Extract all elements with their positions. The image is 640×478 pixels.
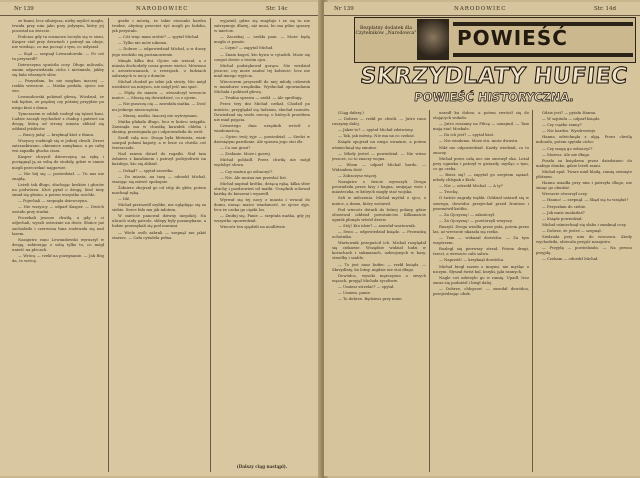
left-page-number: Nr 139 (14, 6, 34, 12)
paragraph: Dowódca, wysoki mężczyzna o siwych wąsach, przyjął Michała życzliwie. (332, 272, 426, 283)
paragraph: Rozległ się pierwszy strzał. Potem drugi, trzeci, a wreszcie cała salwa. (433, 246, 529, 257)
paragraph: Michał przeszedł szybko, nie oglądając się za siebie. Serce biło mu jak młotem. (112, 202, 206, 213)
paragraph: — Ksiądz powiedział. (542, 215, 583, 221)
paragraph: Nad ranem dotarł do rogatki. Stał tam żołnierz z karabinem i patrzył podejrzliwie na każdego, kto się zbliżał. (112, 151, 206, 167)
paragraph: — Zesłanie. Może i gorzej. (220, 151, 271, 157)
paragraph: Wartownik przepuścił ich. Michał rozglądał się ciekawie. Wszędzie widział ludzi w kożuchach i sukmanach, uzbrojonych w kosy, strzelby i szable. (332, 240, 426, 261)
paragraph: ze łzami, lecz silniejsza, niżby myśleć mogła, trwała przy nim jako przy jedynym, który jej pozostał na świecie. (12, 18, 104, 34)
paragraph: Michał napisał krótko, drżącą ręką, kilka słów otuchy i pozdrowień od matki. Urzędnik schował kartkę do kieszeni i wyszedł. (214, 180, 310, 196)
column-divider (108, 18, 109, 472)
paragraph: Wyrwał się tej nocy z miasta i wracał do domu, niosąc matce wiadomość, że ojciec żyje, lecz że czeka go ciężki los. (214, 197, 310, 213)
paragraph: Michał przez całą noc nie zmrużył oka. Leżał przy ognisku i patrzył w gwiazdy, myśląc o tym, co go czeka. (433, 155, 529, 171)
paragraph: — Nie. Ale można mu przesłać list. (220, 174, 288, 180)
left-column-1 (12, 18, 104, 474)
masthead-illustration (417, 19, 449, 60)
paragraph: — Ruscy jadą! — krzyknął ktoś z tłumu. (18, 131, 95, 137)
paragraph: Siedziała przy nim do wieczora. Kiedy wychodziła, obiecała przyjść nazajutrz. (536, 233, 632, 245)
right-page (324, 2, 640, 476)
paragraph: — Umiesz strzelać? — spytał. (338, 283, 395, 289)
left-page (0, 2, 322, 476)
paragraph: — Nie puszczę cię — zawołała matka. — Dość mi jednego nieszczęścia. (112, 101, 206, 112)
paragraph: Wszyscy rozbiegli się w jednej chwili. Drzwi zatrzaskiwano, okiennice zamykano, a po całej wsi zapadła głucha cisza. (12, 138, 104, 154)
paragraph: Szedł całą noc. Droga była błotnista, wiatr szarpał połami kapoty, a w lesie co chwila coś trzeszczało. (112, 134, 206, 151)
paragraph: Michał podziękował gorąco. Nie wiedział jeszcze, czy może zaufać tej kobiecie, lecz nie miał innego wyjścia. (214, 62, 310, 78)
paragraph: — Jak mnie znalazłaś? (542, 209, 585, 215)
paragraph: (Ciąg dalszy.) (338, 110, 364, 115)
paragraph: Michał spał. Twarz miał bladą, ramię owinięte płótnem. (536, 168, 632, 180)
left-column-2 (112, 18, 206, 466)
paragraph: — Umiem, panie. (338, 290, 372, 295)
paragraph: O świcie zagrały trąbki. Oddział ustawił się w szeregu, dowódca przejechał przed frontem i przemówił krótko. (433, 195, 529, 211)
left-page-paper-name: NARODOWIEC (136, 6, 189, 12)
paragraph: — Młody jesteś — powiedział. — Nie wiesz jeszcze, co to znaczy wojna. (332, 150, 426, 161)
left-page-header (0, 2, 322, 16)
paragraph: Nazajutrz rano Lewandowski wyruszył w drogę, zabierając z sobą tylko to, co mógł unieść na plecach. (12, 236, 104, 252)
paragraph: — Cóż więc mam zrobić? — spytał Michał. (118, 34, 200, 40)
paragraph: — Przyjdę — powiedziała. — Na pewno przyjdę. (536, 245, 632, 256)
paragraph: Michał chodził po izbie jak struty. Nie mógł usiedzieć na miejscu, nie mógł jeść ani spać. (112, 79, 206, 90)
column-divider (532, 110, 533, 472)
paragraph: — Zaczekaj — rzekła pani. — Może będę mogła ci pomóc. (214, 34, 310, 45)
paragraph: — Za Ojczyznę! — powtórzyli wszyscy. (439, 217, 513, 223)
paragraph: — Nie bardzo. Wyzdrowieje. (542, 128, 597, 134)
paragraph: Michał pobladł. Przez chwilę nie mógł wydobyć słowa. (214, 157, 310, 168)
right-page-header (324, 2, 640, 16)
paragraph: wyjaśnił, gdzie się znajduje i że się tu nie zatrzymuje dłużej, niż musi, bo ma pilne sprawy w mieście. (214, 18, 310, 34)
right-column-3 (536, 110, 632, 474)
paragraph: — Tylko nie mów nikomu. (118, 40, 168, 46)
paragraph: — Nie — odrzekł Michał. — A ty? (439, 183, 503, 189)
paragraph: Kasper chwycił dziewczynę za rękę i pociągnął ją za sobą do stodoły, gdzie w sianie mogli przeczekać najgorsze. (12, 154, 104, 170)
paragraph: Szli w milczeniu. Michał myślał o ojcu, o matce, o domu, który zostawił. (332, 195, 426, 206)
masthead-rule (453, 53, 633, 57)
paragraph: — Idź. (118, 196, 131, 201)
paragraph: — Możesz. Ale nie długo. (542, 151, 591, 157)
paragraph: — Nie bój się — powiedział. — Tu nas nie znajdą. (12, 170, 104, 181)
paragraph: — To dobrze. Będziesz przy mnie. (338, 296, 403, 302)
paragraph: — Naprzód! — krzyknął dowódca. (439, 257, 505, 263)
paragraph: — Stój! Kto idzie? — zawołał wartownik. (338, 222, 416, 228)
paragraph: Minęło kilka dni. Ojciec nie wracał, a z miasta dochodziły coraz gorsze wieści. Mówiono o aresztowaniach, o rewizjach, o ludziach zabranych w nocy z domów. (112, 57, 206, 78)
paragraph: — Wrócę — rzekł na pożegnanie. — Jak Bóg da, to wrócę. (12, 253, 104, 264)
left-page-page-label: Str. 14c (266, 6, 288, 12)
supplement-label: Bezpłatny dodatek dla Czytelników „Narodowca" (355, 26, 417, 36)
paragraph: — Zmiłuj się, Panie — szeptała matka, gdy jej wszystko opowiedział. (214, 213, 310, 224)
paragraph: — Czym? — zapytał Michał. (220, 45, 274, 51)
paragraph: Ksiądz spojrzał na niego uważnie, a potem uśmiechnął się smutno. (332, 139, 426, 150)
paragraph: — Czy ciężko ranny? (542, 122, 582, 128)
novel-title: SKRZYDLATY HUFIEC (359, 64, 629, 89)
paragraph: — Nie wiadomo. Może stu, może dwustu. (439, 138, 519, 144)
paragraph: Dziewczyna spuściła oczy. Długo milczała, zanim odpowiedziała cicho i nieśmiało, jakby się bała własnych słów. (12, 61, 104, 77)
paragraph: — Przyszłam do ciebie. (542, 203, 587, 209)
paragraph: Tymczasem w oddali rozległ się tętent koni. Ludzie zaczęli wychodzić z chałup i patrzeć na drogę, którą od strony miasta zbliżał się oddział jeźdźców. (12, 110, 104, 131)
paragraph: — Do miasta, na targ — odrzekł Michał, starając się mówić spokojnie. (112, 173, 206, 184)
paragraph: Poczekali jeszcze chwilę, a gdy i ci odjechali, wyszli ostrożnie na dwór. Słońce już zachodziło i czerwona łuna rozlewała się nad lasem. (12, 215, 104, 236)
paragraph: Hanna usiadła przy nim i patrzyła długo, nie śmiąc go obudzić. (536, 180, 632, 191)
paragraph: Leżeli tak długo, słuchając kroków i głosów na podwórzu. Ktoś pytał o drogę, ktoś inny śmiał się głośno, a potem wszystko ucichło. (12, 181, 104, 197)
paragraph: Matka płakała długo, lecz w końcu ustąpiła. Zawinęła mu w chustkę kawałek chleba i słoniny, przeżegnała go i odprowadziła do wrót. (112, 118, 206, 134)
novel-subtitle: POWIEŚĆ HISTORYCZNA. (413, 90, 575, 104)
column-divider (429, 110, 430, 472)
paragraph: — Czy mogę go zobaczyć? (542, 145, 593, 151)
paragraph: — Czy można go zobaczyć? (220, 168, 273, 174)
paragraph: — Trochę. (439, 189, 459, 195)
paragraph: — Nie wszyscy — odparł Kasper. — Dwóch zostało przy studni. (12, 204, 104, 215)
paragraph: — Trudna sprawa — rzekł. — Ale spróbuję. (220, 95, 303, 101)
paragraph: — Boisz się? — zapytał go szeptem sąsiad, młody chłopak z Kielc. (433, 172, 529, 183)
paragraph: — Ojciec twój żyje — powiedział. — Siedzi w dziesiątym pawilonie. Ale sprawa jego stoi źle. (214, 133, 310, 145)
right-column-1 (332, 110, 426, 474)
paragraph: Poszła za księdzem przez dziedziniec do małego domku, gdzie leżeli ranni. (536, 157, 632, 168)
paragraph: — W szpitalu — odparł ksiądz. (542, 116, 601, 122)
paragraph: — Dobrze, że jesteś — szepnął. (542, 227, 602, 233)
paragraph: — Jakże to? — spytał Michał zdziwiony. (338, 127, 414, 133)
paragraph: — Muszę, matko. Inaczej nie wytrzymam. (118, 112, 198, 118)
paragraph: Gdzie jest? — pytała Hanna. (542, 110, 597, 115)
masthead-title: POWIEŚĆ (457, 26, 568, 50)
paragraph: — Przyszłam, bo nie mogłam inaczej — rzekła wreszcie. — Matka posłała, ojciec nie wie. (12, 78, 104, 94)
paragraph: Nazajutrz o świcie wyruszyli. Droga prowadziła przez lasy i bagna, omijając wsie i miasteczka, w których mogły stać wojska. (332, 179, 426, 195)
paragraph: — Tam — wskazał dowódca. — Za tym wzgórzem. (433, 235, 529, 246)
paragraph: Wieczór ten spędzili na modlitwie. (220, 224, 287, 230)
paragraph: Nagle coś uderzyło go w ramię. Upadł, lecz zaraz się podniósł i biegł dalej. (433, 274, 529, 285)
paragraph: — Co mu grozi? (220, 145, 251, 151)
paragraph: — Siąd — szepnął Lewandowski. — Po coś tu przyszedł? (12, 50, 104, 61)
paragraph: — Dobrze — rzekł po chwili. — Jutro rano ruszymy dalej. (332, 116, 426, 127)
paragraph: — Za Ojczyznę! — zakończył. (439, 211, 496, 217)
paragraph: — Znam kogoś, kto bywa w cytadeli. Może się czegoś dowie o twoim ojcu. (214, 51, 310, 62)
paragraph: — Hanno! — szepnął. — Skąd się tu wzięłaś? (542, 197, 629, 203)
paragraph: — Czekam — odrzekł Michał. (542, 256, 599, 262)
paragraph: Przez trzy dni Michał czekał. Chodził po mieście, przyglądał się ludziom, słuchał rozmów. Dowiedział się wielu rzeczy, o których przedtem nie miał pojęcia. (214, 101, 310, 122)
paragraph: — Tak, jak mówię. Nie ma na co czekać. (338, 133, 416, 139)
paragraph: — Dobrze — odpowiedział Michał, a w duszy jego zrodziło się postanowienie. (112, 46, 206, 57)
column-divider (210, 18, 211, 472)
right-page-page-label: Str. 14d (594, 6, 617, 12)
paragraph: Podczas gdy ta rozmowa toczyła się w sieni, Kasper stał przy drzwiach i patrzył na oboje, nie wiedząc, co ma począć z tym, co usłyszał. (12, 34, 104, 50)
right-page-number: Nr 139 (334, 6, 354, 12)
paragraph: Czwartego dnia urzędnik wrócił z wiadomością. (214, 122, 310, 133)
right-column-2 (433, 110, 529, 474)
paragraph: W mieście panował dziwny niepokój. Na ulicach stały patrole, sklepy były pozamykane, a ludzie przemykali się pod murami. (112, 213, 206, 229)
paragraph: grafie i mówię, że takie stosunki bardzo trudne, abyśmy przecież żyć mogli po ludzku, jak przystało. (112, 18, 206, 34)
paragraph: — Dokąd? — spytał szorstko. (118, 167, 174, 173)
paragraph: — Wiem — odparł Michał hardo. — Widziałem dość. (332, 161, 426, 172)
continued-note: (Dalszy ciąg nastąpi). (236, 464, 288, 469)
paragraph: uszedł ku dołom, a potem zwrócił się do stojących wokoło. (433, 110, 529, 121)
paragraph: — Wiele osób zabrali — szepnął mu jakiś starzec. — Cała cytadela pełna. (112, 229, 206, 240)
supplement-masthead (354, 17, 636, 63)
right-page-paper-name: NARODOWIEC (454, 6, 507, 12)
paragraph: Żołnierz obejrzał go od stóp do głów, potem machnął ręką. (112, 184, 206, 195)
paragraph: — Ilu ich jest? — spytał ktoś. (439, 132, 495, 138)
paragraph: Pod wieczór dotarli do leśnej polany, gdzie obozował oddział powstańców. Kilkanaście ognisk płonęło wśród drzew. (332, 206, 426, 222)
paragraph: Hanna odetchnęła z ulgą. Przez chwilę milczała, potem spytała cicho: (536, 134, 632, 145)
paragraph: Michał uśmiechnął się słabo i zamknął oczy. (542, 221, 627, 227)
paragraph: — Dobrze, chłopcze! — zawołał dowódca, przejeżdżając obok. (433, 285, 529, 296)
paragraph: — Pójdę do miasta — oświadczył wreszcie matce. — Muszę się dowiedzieć, co z ojcem. (112, 90, 206, 101)
paragraph: Wieczorem przyszedł do niej młody człowiek w mundurze urzędnika. Wysłuchał opowiadania Michała i pokiwał głową. (214, 79, 310, 95)
paragraph: — Zobaczysz więcej. (338, 173, 378, 179)
paragraph: — Pojechali — szepnęła dziewczyna. (18, 198, 88, 204)
paragraph: Lewandowski pokiwał głową. Wiedział, że tak będzie, że prędzej czy później przyjdzie po niego ktoś z domu. (12, 94, 104, 110)
left-column-3 (214, 18, 310, 464)
paragraph: Ruszyli. Droga wiodła przez pola, potem przez las, aż wreszcie ukazała się rzeka. (433, 223, 529, 234)
paragraph: — Swoi — odpowiedział ksiądz. — Prowadzę ochotnika. (332, 228, 426, 240)
paragraph: Wreszcie otworzył oczy. (542, 191, 588, 197)
paragraph: — Jutro ruszamy na Pilicę — oznajmił. — Tam mają stać Moskale. (433, 121, 529, 132)
paragraph: Nikt nie odpowiedział. Każdy wiedział, co to znaczy. (433, 144, 529, 155)
paragraph: Michał biegł razem z innymi, nie myśląc o niczym. Słyszał świst kul, krzyki, jęki rannych. (433, 263, 529, 274)
paragraph: — To jest nasz hufiec — rzekł ksiądz. — Skrzydlaty, bo lotny, nigdzie nie stoi długo. (332, 261, 426, 272)
